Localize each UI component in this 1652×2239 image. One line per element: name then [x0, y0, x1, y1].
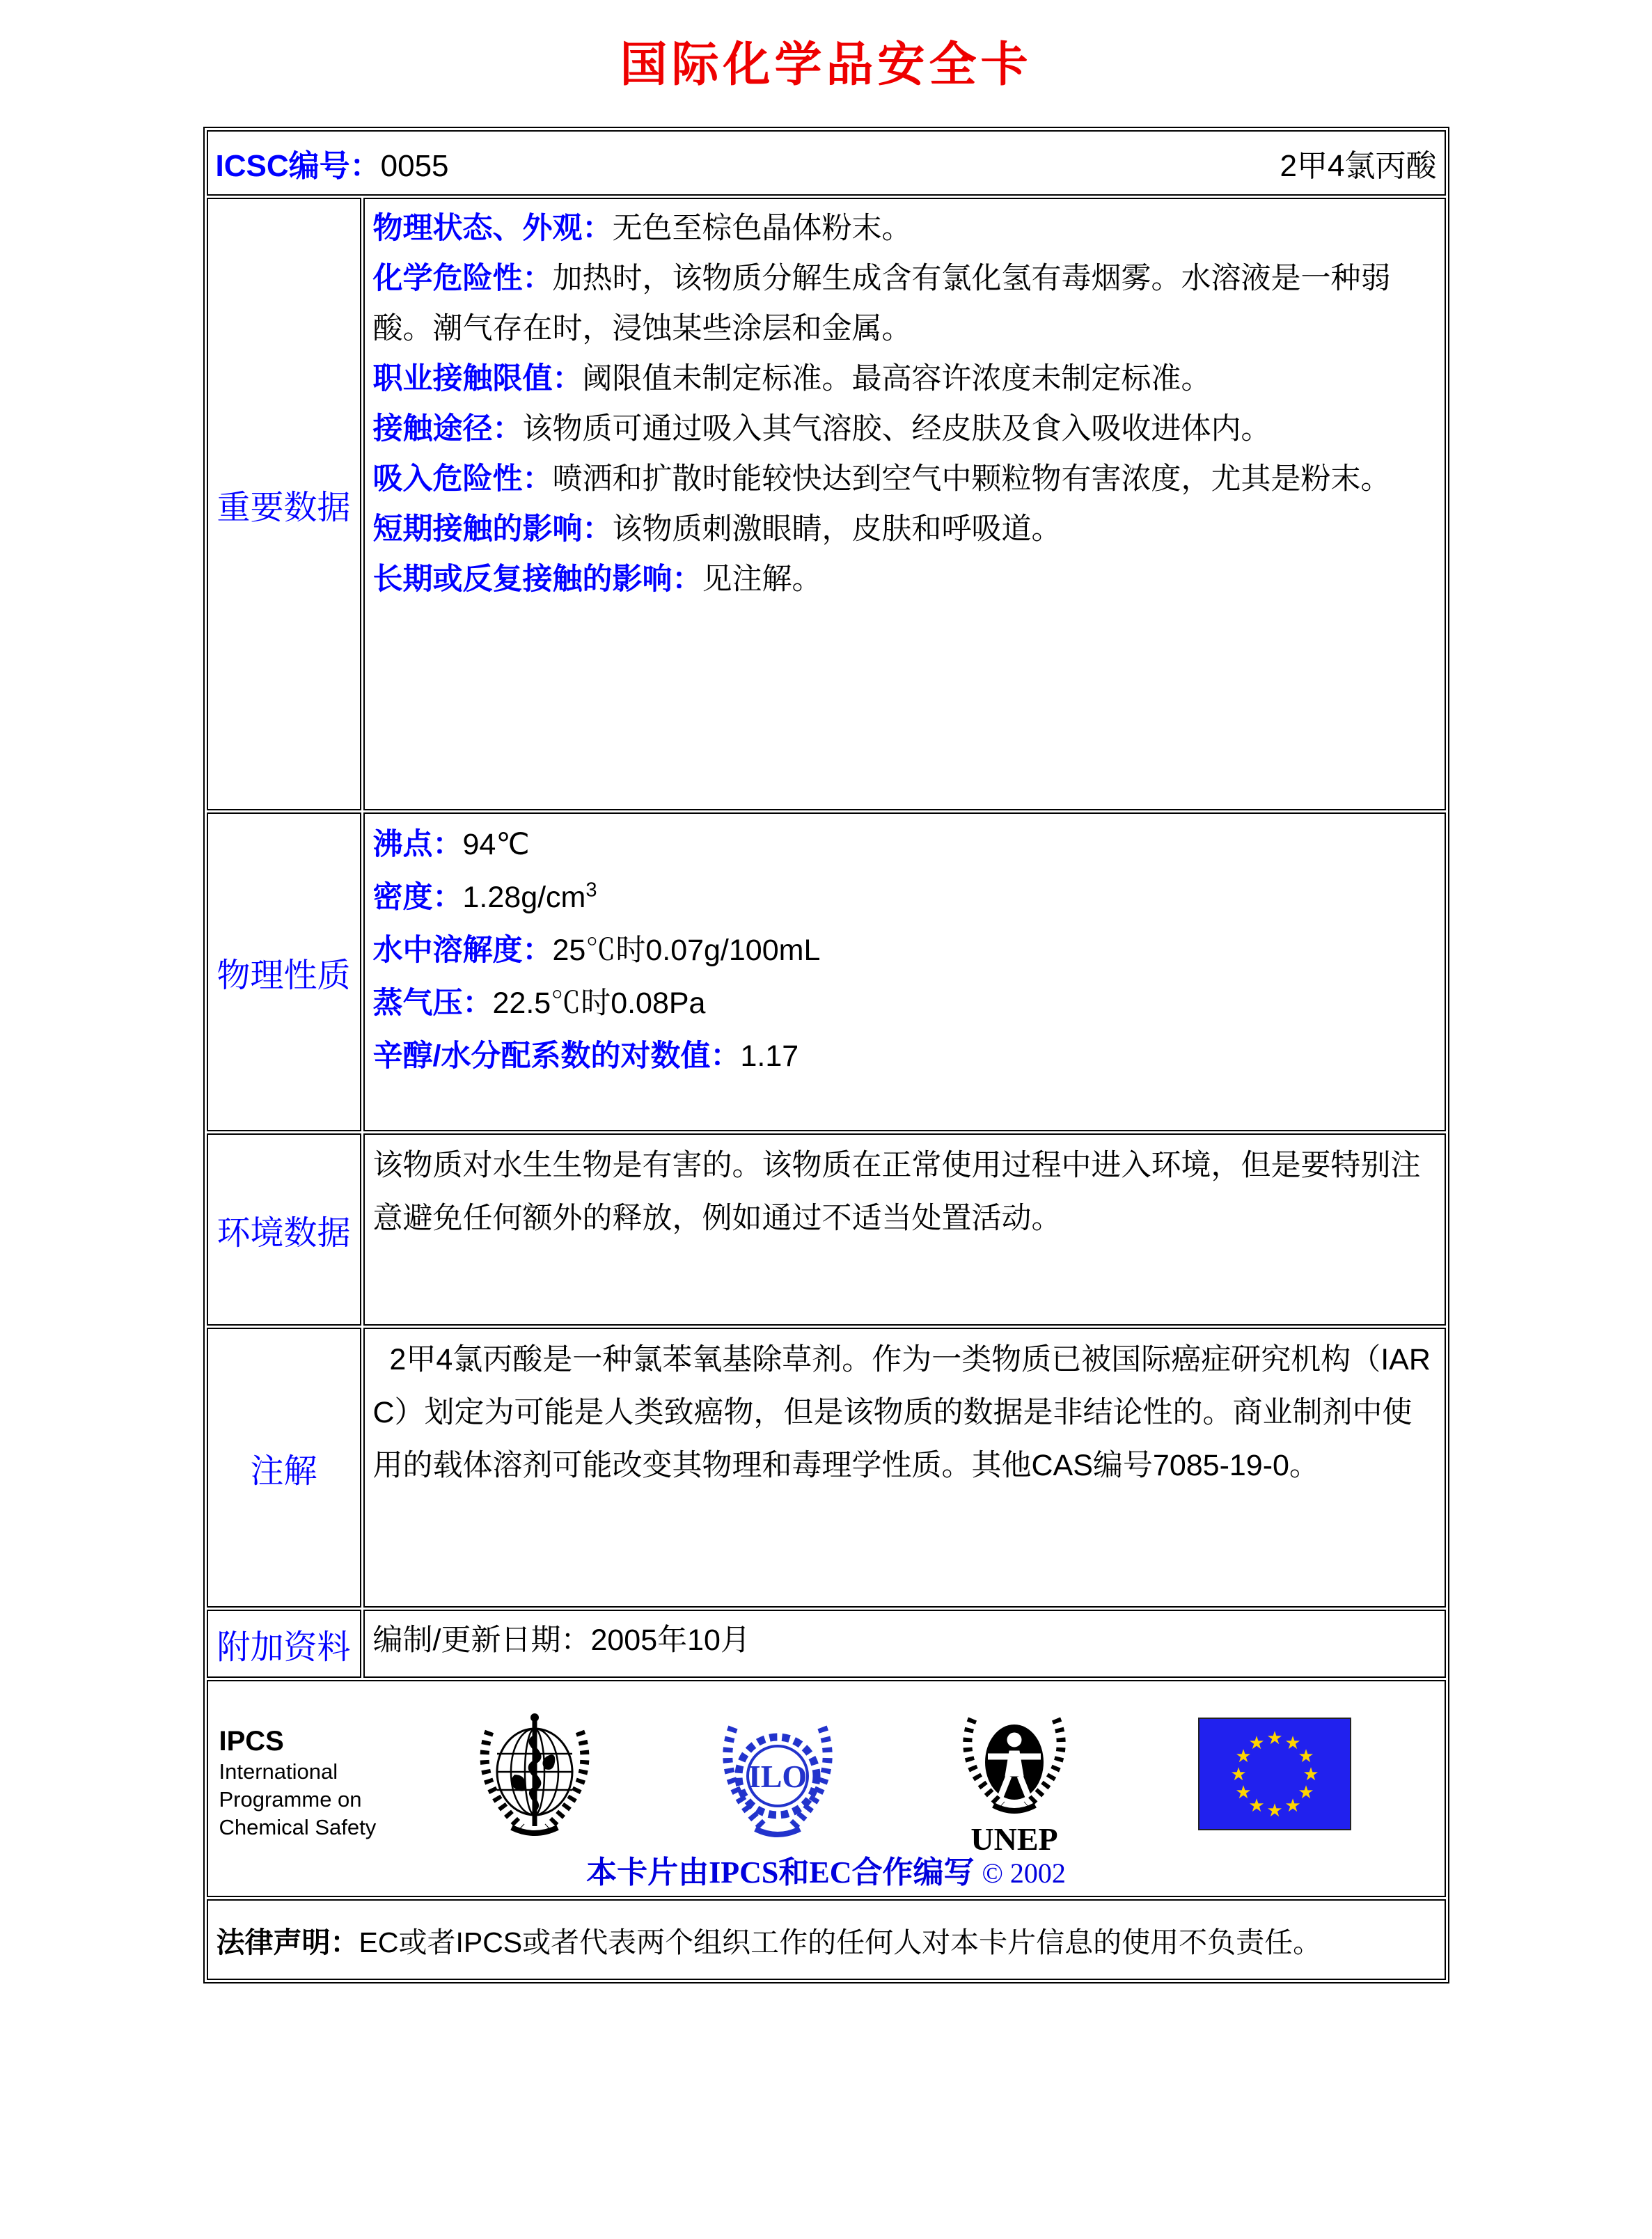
svg-text:★: ★	[1266, 1800, 1283, 1821]
icsc-table	[203, 127, 1449, 1983]
section-content-additional-info	[363, 1610, 1446, 1678]
svg-text:★: ★	[1297, 1782, 1314, 1802]
svg-text:★: ★	[1284, 1732, 1301, 1753]
field-vapor-pressure	[373, 977, 1435, 1030]
field-value: 见注解。	[702, 563, 822, 596]
field-long-term-effects	[373, 554, 1435, 604]
unep-label: UNEP	[970, 1821, 1058, 1857]
footer-logos-row	[207, 1680, 1446, 1897]
legal-label: 法律声明：	[216, 1926, 359, 1958]
field-label: 沸点：	[372, 828, 463, 861]
section-label-environmental-data: 环境数据	[207, 1133, 361, 1326]
field-label: 接触途径：	[372, 412, 523, 446]
section-label-physical-properties: 物理性质	[207, 812, 361, 1131]
section-label-notes: 注解	[207, 1328, 361, 1608]
field-value: 22.5℃时0.08Pa	[492, 987, 706, 1020]
field-occupational-limit	[373, 354, 1435, 404]
svg-text:★: ★	[1248, 1732, 1265, 1753]
field-octanol-water-partition	[373, 1030, 1435, 1083]
field-value: 阈限值未制定标准。最高容许浓度未制定标准。	[582, 362, 1211, 395]
icsc-number-label: ICSC编号：	[215, 149, 381, 183]
ipcs-line-2: Programme on	[219, 1787, 362, 1812]
icsc-number-value: 0055	[380, 149, 449, 183]
ilo-letters: ILO	[748, 1759, 807, 1794]
legal-statement-row	[207, 1899, 1446, 1980]
field-value: 加热时，该物质分解生成含有氯化氢有毒烟雾。水溶液是一种弱酸。潮气存在时，浸蚀某些涂层和金属。	[372, 262, 1391, 345]
ipcs-line-1: International	[219, 1759, 338, 1784]
copyright-text: © 2002	[982, 1857, 1066, 1889]
credit-line	[208, 1847, 1445, 1892]
field-label: 长期或反复接触的影响：	[372, 563, 702, 596]
ipcs-text-block	[219, 1725, 377, 1841]
field-value: 该物质可通过吸入其气溶胶、经皮肤及食入吸收进体内。	[522, 412, 1271, 446]
eu-flag-icon	[1198, 1718, 1351, 1830]
section-content-notes	[363, 1328, 1446, 1608]
field-physical-state	[373, 203, 1435, 253]
field-label: 短期接触的影响：	[372, 512, 613, 546]
section-content-physical-properties	[363, 812, 1446, 1131]
field-chemical-danger	[373, 253, 1435, 354]
legal-text: EC或者IPCS或者代表两个组织工作的任何人对本卡片信息的使用不负责任。	[359, 1926, 1322, 1958]
icsc-number-group	[216, 141, 449, 185]
field-value-superscript: 3	[585, 879, 597, 902]
svg-text:★: ★	[1284, 1795, 1301, 1816]
chemical-name: 2甲4氯丙酸	[1280, 149, 1437, 183]
field-water-solubility	[373, 924, 1435, 977]
notes-text: 2甲4氯丙酸是一种氯苯氧基除草剂。作为一类物质已被国际癌症研究机构（IARC）划定为可能是人类致癌物，但是该物质的数据是非结论性的。商业制剂中使用的载体溶剂可能改变其物理和毒理学性质。其他CAS编号7085-19-0。	[372, 1343, 1431, 1482]
field-label: 辛醇/水分配系数的对数值：	[372, 1039, 741, 1073]
field-value: 无色至棕色晶体粉末。	[612, 212, 912, 245]
field-label: 水中溶解度：	[372, 934, 553, 967]
field-boiling-point	[373, 818, 1435, 871]
field-label: 密度：	[372, 881, 463, 914]
field-label: 吸入危险性：	[372, 462, 553, 496]
field-label: 职业接触限值：	[372, 362, 583, 395]
field-value: 94℃	[462, 828, 530, 861]
field-value: 喷洒和扩散时能较快达到空气中颗粒物有害浓度，尤其是粉末。	[552, 462, 1391, 496]
section-content-environmental-data	[363, 1133, 1446, 1326]
field-exposure-routes	[373, 404, 1435, 454]
svg-text:★: ★	[1302, 1763, 1319, 1784]
ipcs-line-3: Chemical Safety	[219, 1815, 377, 1839]
field-label: 物理状态、外观：	[372, 212, 613, 245]
svg-text:★: ★	[1266, 1727, 1283, 1748]
field-value: 该物质刺激眼睛，皮肤和呼吸道。	[612, 512, 1062, 546]
field-density	[373, 871, 1435, 924]
environmental-data-text: 该物质对水生生物是有害的。该物质在正常使用过程中进入环境，但是要特别注意避免任何额外的释放，例如通过不适当处置活动。	[372, 1149, 1421, 1235]
ilo-logo-icon	[708, 1709, 847, 1848]
field-label: 化学危险性：	[372, 262, 553, 295]
page-title: 国际化学品安全卡	[620, 38, 1032, 91]
section-label-important-data: 重要数据	[207, 198, 361, 810]
section-label-additional-info: 附加资料	[207, 1610, 361, 1678]
svg-text:★: ★	[1229, 1763, 1247, 1784]
who-logo-icon	[466, 1711, 604, 1844]
field-label: 蒸气压：	[372, 987, 493, 1020]
field-value: 25℃时0.07g/100mL	[552, 934, 821, 967]
field-value: 1.17	[740, 1039, 799, 1073]
svg-text:★: ★	[1234, 1782, 1252, 1802]
unep-logo-icon	[945, 1704, 1084, 1858]
section-content-important-data	[363, 198, 1446, 810]
card-header-row	[209, 141, 1444, 185]
ipcs-acronym: IPCS	[219, 1726, 284, 1757]
credit-text: 本卡片由IPCS和EC合作编写	[586, 1855, 975, 1890]
svg-text:★: ★	[1297, 1745, 1314, 1766]
svg-text:★: ★	[1248, 1795, 1265, 1816]
field-value: 1.28g/cm	[462, 881, 586, 914]
update-date-text: 编制/更新日期：2005年10月	[372, 1624, 750, 1657]
svg-text:★: ★	[1234, 1745, 1252, 1766]
field-inhalation-risk	[373, 454, 1435, 504]
field-short-term-effects	[373, 504, 1435, 554]
